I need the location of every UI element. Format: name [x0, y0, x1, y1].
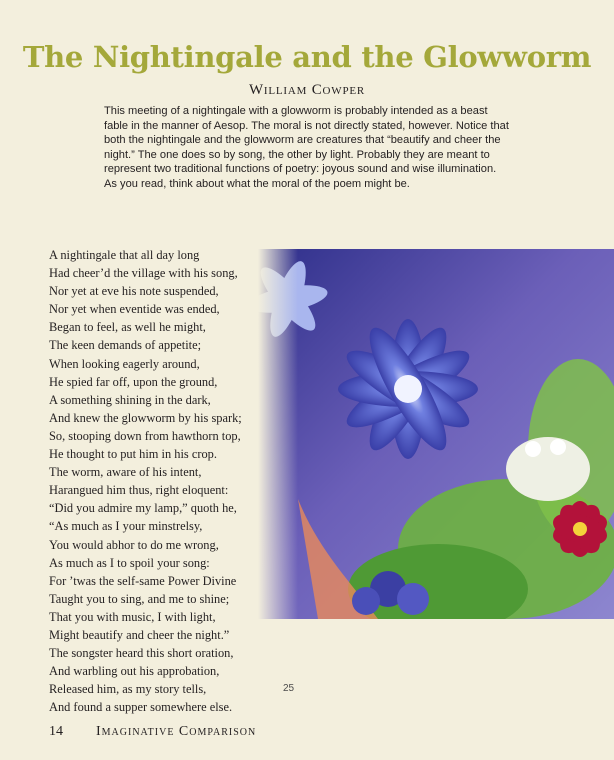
poem-line: Released him, as my story tells, — [49, 682, 207, 697]
poem-line: And found a supper somewhere else. — [49, 700, 233, 715]
poem-line: When looking eagerly around, — [49, 356, 200, 371]
illustration — [258, 249, 614, 619]
poem-line: Might beautify and cheer the night.” — [49, 627, 230, 642]
poem-line: As much as I to spoil your song: — [49, 555, 210, 570]
poem-line: For ’twas the self-same Power Divine — [49, 573, 237, 588]
white-frog-icon — [506, 437, 590, 501]
author-name: William Cowper — [248, 82, 366, 98]
poem-line: “As much as I your minstrelsy, — [49, 519, 203, 534]
poem-line: “Did you admire my lamp,” quoth he, — [49, 501, 237, 516]
poem-line: The worm, aware of his intent, — [49, 465, 202, 480]
poem-line: Had cheer’d the village with his song, — [49, 266, 238, 281]
poem-line: Harangued him thus, right eloquent: — [49, 483, 229, 498]
poem-line: Nor yet when eventide was ended, — [49, 302, 220, 317]
poem-line: And knew the glowworm by his spark; — [49, 410, 242, 425]
poem-line: The songster heard this short oration, — [49, 646, 234, 661]
poem-line: That you with music, I with light, — [49, 609, 216, 624]
poem-line: Nor yet at eve his note suspended, — [49, 284, 219, 299]
poem-line: Taught you to sing, and me to shine; — [49, 591, 230, 606]
poem-line: So, stooping down from hawthorn top, — [49, 428, 241, 443]
poem-line: The keen demands of appetite; — [49, 338, 202, 353]
intro-paragraph: This meeting of a nightingale with a glowworm is probably intended as a beast fable in the manner of Aesop. The moral is not directly stated, however. Notice that both the nightingale and the glowworm are creatures that “beautify and cheer the night.” The one does so by song, the other by light. Probably they are meant to represent two traditional functions of poetry: joyous sound and wise illumination. As you read, think about what the moral of the poem might be. — [104, 105, 509, 190]
poem-line: You would abhor to do me wrong, — [49, 537, 219, 552]
poem-line: He thought to put him in his crop. — [49, 447, 217, 462]
poem-line: And warbling out his approbation, — [49, 664, 220, 679]
section-title: Imaginative Comparison — [96, 724, 257, 739]
page-number: 14 — [49, 724, 63, 739]
poem-line: He spied far off, upon the ground, — [49, 374, 218, 389]
line-number: 25 — [283, 683, 295, 695]
poem-line: Began to feel, as well he might, — [49, 320, 206, 335]
poem-line: A something shining in the dark, — [49, 392, 211, 407]
poem-line: A nightingale that all day long — [49, 248, 200, 262]
poem-text — [49, 246, 279, 716]
page-title: The Nightingale and the Glowworm — [22, 40, 592, 74]
